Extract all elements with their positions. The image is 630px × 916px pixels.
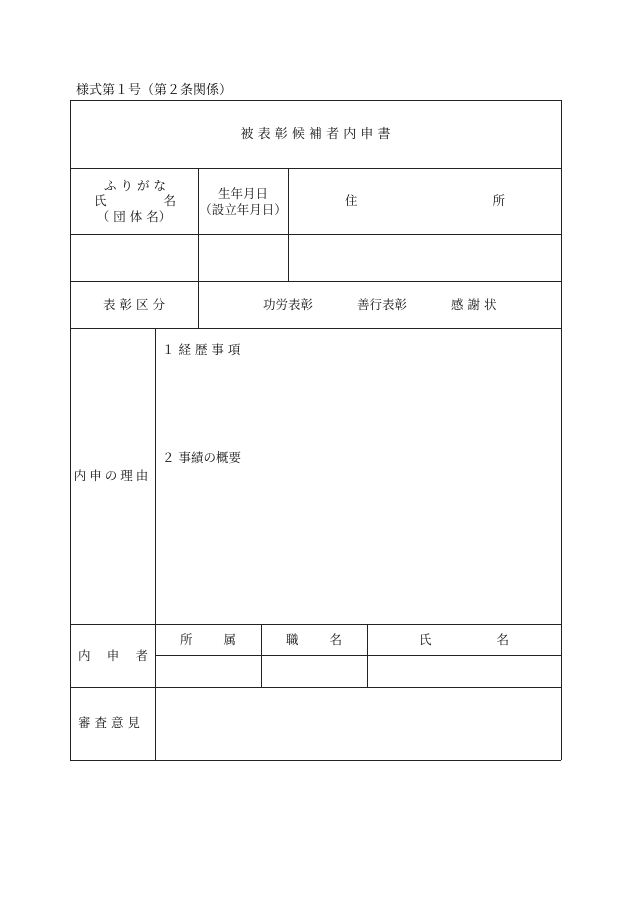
- reporter-label-char: 内: [78, 648, 91, 663]
- birth-date-label: 生年月日: [217, 186, 268, 201]
- table-border-right: [561, 100, 562, 760]
- review-entry-field[interactable]: [156, 688, 561, 760]
- form-number: 様式第１号（第２条関係）: [76, 83, 233, 98]
- row-line: [70, 168, 561, 169]
- form-title: 被 表 彰 候 補 者 内 申 書: [240, 127, 391, 142]
- reporter-label-char: 申: [106, 648, 120, 663]
- career-entry-field[interactable]: [156, 362, 561, 442]
- review-label: 審 査 意 見: [78, 715, 140, 730]
- reporter-label: [78, 650, 148, 663]
- award-option-good-deed[interactable]: 善行表彰: [357, 297, 408, 312]
- table-border-left: [70, 100, 71, 760]
- reporter-affiliation-field[interactable]: [156, 656, 261, 687]
- row-line: [70, 328, 561, 329]
- award-option-merit[interactable]: 功労表彰: [263, 297, 314, 312]
- table-border-top: [70, 100, 561, 101]
- achievements-entry-field[interactable]: [156, 470, 561, 620]
- reporter-position-field[interactable]: [262, 656, 367, 687]
- birth-date-entry-field[interactable]: [199, 235, 288, 281]
- reporter-col-position: 職 名: [286, 632, 342, 647]
- reporter-col-affiliation: 所 属: [180, 632, 236, 647]
- award-category-label: 表 彰 区 分: [103, 297, 165, 312]
- award-option-appreciation[interactable]: 感 謝 状: [451, 297, 497, 312]
- row-line: [70, 281, 561, 282]
- table-border-bottom: [70, 760, 561, 761]
- name-label: 氏 名: [94, 193, 176, 208]
- established-date-label: （設立年月日）: [199, 202, 287, 217]
- name-entry-field[interactable]: [71, 235, 198, 281]
- reporter-name-field[interactable]: [368, 656, 561, 687]
- achievements-item-label: ２ 事績の概要: [162, 450, 241, 465]
- address-entry-field[interactable]: [289, 235, 561, 281]
- reporter-label-char: 者: [135, 648, 148, 663]
- reason-label: 内申の理由: [73, 468, 152, 483]
- furigana-label: ふ り が な: [104, 178, 166, 193]
- address-label: 住 所: [345, 193, 505, 208]
- group-name-label: （ 団 体 名）: [96, 209, 172, 224]
- row-line: [70, 624, 561, 625]
- career-item-label: １ 経 歴 事 項: [162, 342, 241, 357]
- reporter-col-name: 氏 名: [419, 632, 509, 647]
